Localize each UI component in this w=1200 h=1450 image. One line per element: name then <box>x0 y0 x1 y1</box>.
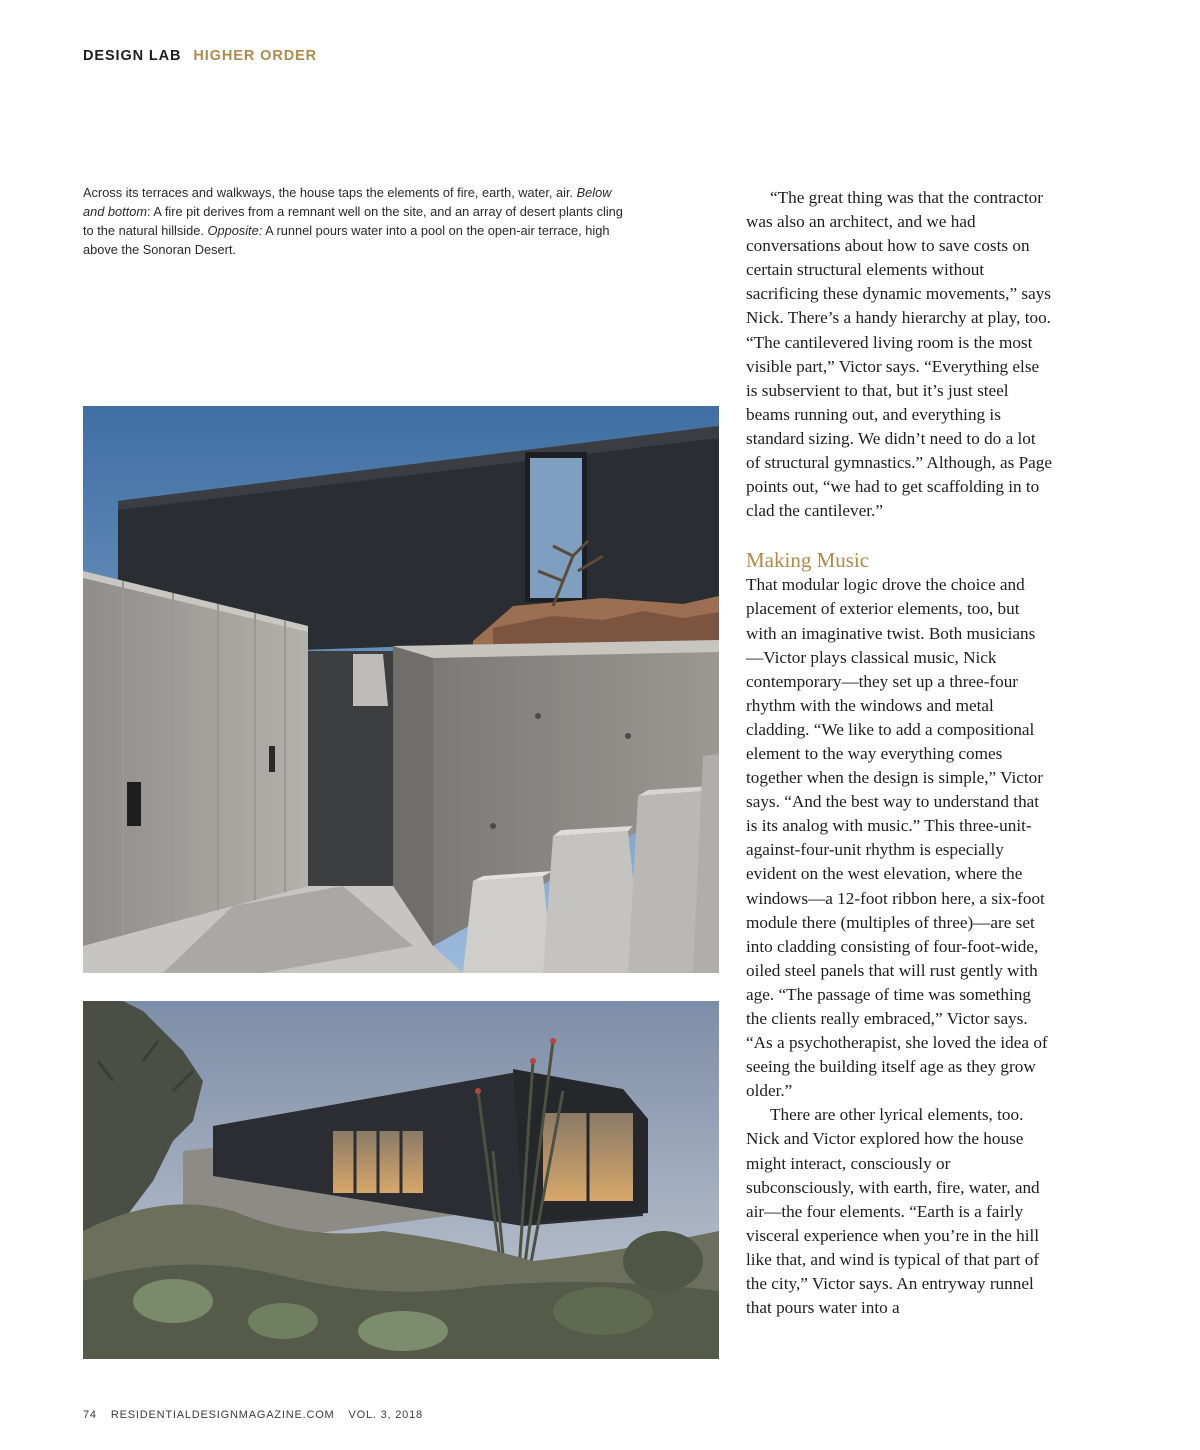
article-column <box>746 186 1052 1320</box>
section-header <box>83 48 317 64</box>
caption-label-below: Below and bottom <box>83 185 612 219</box>
page-number: 74 <box>83 1409 97 1421</box>
cantilever-dusk-illustration <box>83 1001 719 1359</box>
article-paragraph-2: That modular logic drove the choice and placement of exterior elements, too, but with an imaginative twist. Both musicians—Victor plays classical music, Nick contemporary—they set up a three-four rhythm with the windows and metal cladding. “We like to add a compositional element to the way everything comes together when the design is simple,” Victor says. “And the best way to understand that is its analog with music.” This three-unit-against-four-unit rhythm is especially evident on the west elevation, where the windows—a 12-foot ribbon here, a six-foot module there (multiples of three)—are set into cladding consisting of four-foot-wide, oiled steel panels that will rust gently with age. “The passage of time was something the clients really embraced,” Victor says. “As a psychotherapist, she loved the idea of seeing the building itself age as they grow older.” <box>746 575 1048 1101</box>
footer-site: RESIDENTIALDESIGNMAGAZINE.COM <box>110 1409 335 1421</box>
caption-text-1: : A fire pit derives from a remnant well on the site, and an array of desert plants cling to the natural hillside. <box>83 204 623 238</box>
caption-text-2: A runnel pours water into a pool on the open-air terrace, high above the Sonoran Desert. <box>83 223 610 257</box>
concrete-walkway-illustration <box>83 406 719 973</box>
footer-issue: VOL. 3, 2018 <box>348 1409 423 1421</box>
article-subheading: Making Music <box>746 548 870 573</box>
photo-concrete-walkway <box>83 406 719 973</box>
page-footer <box>83 1409 437 1421</box>
caption-line-1: Across its terraces and walkways, the house taps the elements of fire, earth, water, air. <box>83 185 574 200</box>
section-subtitle: HIGHER ORDER <box>193 48 318 64</box>
caption-label-opposite: Opposite: <box>207 223 263 238</box>
section-title: DESIGN LAB <box>83 48 182 64</box>
photo-caption <box>83 183 628 259</box>
article-paragraph-1: “The great thing was that the contractor was also an architect, and we had conversations about how to save costs on certain structural elements without sacrificing these dynamic movements,” says Nick. There’s a handy hierarchy at play, too. “The cantilevered living room is the most visible part,” Victor says. “Everything else is subservient to that, but it’s just steel beams running out, and everything is standard sizing. We didn’t need to do a lot of structural gymnastics.” Although, as Page points out, “we had to get scaffolding in to clad the cantilever.” <box>746 188 1052 521</box>
article-paragraph-3: There are other lyrical elements, too. Nick and Victor explored how the house might interact, consciously or subconsciously, with earth, fire, water, and air—the four elements. “Earth is a fairly visceral experience when you’re in the hill like that, and wind is typical of that part of the city,” Victor says. An entryway runnel that pours water into a <box>746 1105 1040 1318</box>
photo-cantilever-dusk <box>83 1001 719 1359</box>
